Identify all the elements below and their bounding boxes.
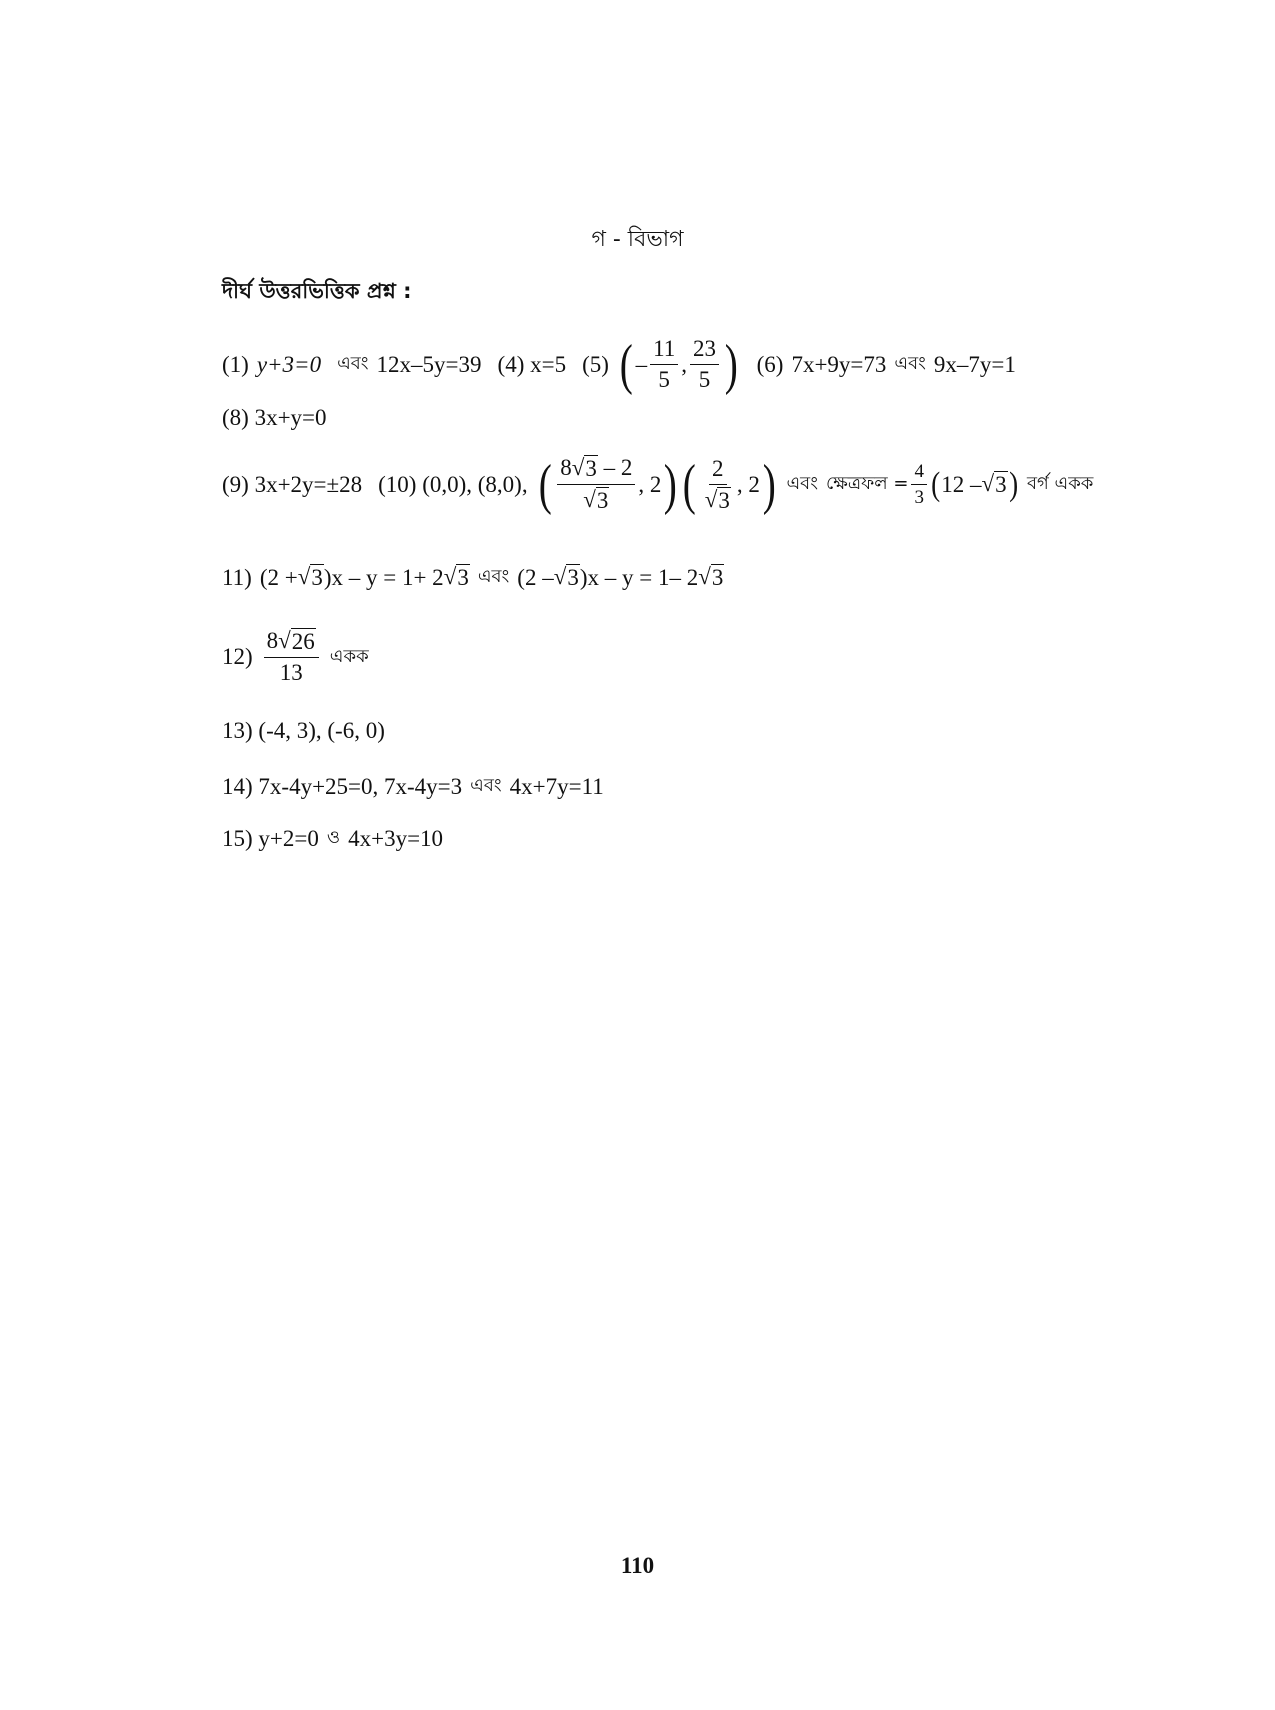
fraction-numerator: 11	[650, 336, 678, 365]
square-root: √ 3	[981, 471, 1007, 498]
answer-9: (9) 3x+2y=±28	[222, 471, 363, 497]
radicand: 3	[596, 488, 609, 514]
fraction-numerator	[264, 628, 319, 658]
o-word: ও	[326, 827, 341, 848]
numerator-tail: – 2	[603, 455, 633, 480]
square-root: √ 3	[571, 455, 597, 481]
answer-line-13: 13) (-4, 3), (-6, 0)	[222, 718, 385, 743]
ebong-word: এবং	[786, 473, 818, 495]
answer-6-eq2: 9x–7y=1	[933, 351, 1016, 377]
right-paren: )	[664, 453, 678, 516]
left-paren: (	[931, 465, 941, 503]
left-paren: (	[682, 453, 696, 516]
answer-1-eq1: y+3=0	[256, 351, 322, 377]
answer-12-number: 12)	[222, 644, 253, 670]
right-paren: )	[762, 453, 776, 516]
square-root: √ 26	[278, 628, 315, 654]
answer-line-12	[222, 628, 369, 687]
eq1-middle: )x – y = 1+ 2	[323, 564, 444, 590]
fraction-denominator: 3	[914, 487, 924, 509]
ebong-word: এবং	[477, 566, 510, 587]
fraction	[690, 336, 719, 394]
fraction-numerator: 23	[690, 336, 719, 365]
sub-title: দীর্ঘ উত্তরভিত্তিক প্রশ্ন :	[222, 279, 412, 303]
fraction	[557, 455, 635, 515]
minus-sign: –	[635, 351, 648, 377]
left-paren: (	[619, 333, 633, 396]
eq2-middle: )x – y = 1– 2	[579, 564, 699, 590]
square-root: √ 3	[553, 563, 579, 590]
fraction	[650, 336, 678, 394]
left-paren: (	[538, 453, 552, 516]
radicand: 26	[291, 629, 315, 654]
radicand: 3	[995, 472, 1007, 498]
radicand: 3	[711, 564, 724, 590]
answer-1-eq2: 12x–5y=39	[376, 351, 482, 377]
eq2-prefix: (2 –	[517, 564, 554, 590]
fraction-numerator: 4	[911, 461, 927, 486]
square-root: √ 3	[698, 563, 724, 590]
comma-two: , 2	[736, 471, 760, 497]
answer-6-number: (6)	[756, 351, 784, 377]
answer-line-1: (1) y+3=0 এবং 12x–5y=39 (4) x=5 (5) ( – $\frac{11}{5}$ , $\frac{23}{5}$ ) (6) 7x+9y=73 এবং 9x–7y=1	[222, 333, 1016, 396]
ebong-word: এবং	[337, 353, 369, 375]
radicand: 3	[311, 564, 323, 590]
answer-5-number: (5)	[582, 351, 609, 377]
eq1-prefix: (2 +	[259, 564, 298, 590]
answer-10-prefix: (10) (0,0), (8,0),	[378, 471, 528, 497]
answer-line-2: (8) 3x+y=0	[222, 405, 327, 430]
fraction	[911, 461, 927, 510]
answer-line-14	[222, 771, 604, 802]
square-root: √ 3	[704, 486, 730, 513]
answer-11-number: 11)	[222, 564, 252, 590]
area-inner: 12 –	[941, 471, 982, 497]
answer-line-3	[222, 455, 1093, 515]
unit-label: একক	[329, 645, 369, 667]
page-number: 110	[620, 1553, 655, 1578]
unit-label: বর্গ একক	[1026, 473, 1094, 495]
radicand: 3	[585, 456, 597, 481]
radicand: 3	[457, 564, 469, 590]
answer-14-part2: 4x+7y=11	[509, 773, 604, 799]
fraction-denominator	[580, 485, 612, 514]
fraction-numerator	[557, 455, 635, 485]
comma-two: , 2	[638, 471, 662, 497]
ebong-word: এবং	[470, 775, 502, 796]
right-paren: )	[1008, 465, 1018, 503]
answer-15-part2: 4x+3y=10	[348, 825, 444, 851]
coefficient: 8	[266, 628, 279, 653]
fraction-denominator: 5	[698, 367, 711, 393]
fraction-numerator: 2	[709, 456, 727, 485]
fraction	[264, 628, 319, 687]
square-root: √ 3	[443, 563, 469, 590]
fraction-denominator	[702, 485, 734, 514]
right-paren: )	[724, 333, 738, 396]
radicand: 3	[567, 564, 579, 590]
radicand: 3	[718, 487, 730, 513]
fraction	[702, 456, 734, 515]
section-title: গ - বিভাগ	[591, 227, 684, 252]
answer-line-15	[222, 823, 443, 854]
area-label: ক্ষেত্রফল =	[825, 473, 909, 495]
fraction-denominator: 5	[658, 367, 670, 393]
square-root: √ 3	[297, 563, 323, 590]
square-root: √ 3	[583, 487, 609, 514]
answer-15-part1: 15) y+2=0	[222, 825, 319, 851]
answer-6-eq1: 7x+9y=73	[791, 351, 887, 377]
answer-line-11	[222, 562, 724, 593]
answer-14-part1: 14) 7x-4y+25=0, 7x-4y=3	[222, 773, 463, 799]
coefficient: 8	[560, 455, 572, 480]
answer-1-number: (1)	[222, 351, 249, 377]
answer-4: (4) x=5	[497, 351, 567, 377]
ebong-word: এবং	[894, 353, 926, 375]
fraction-denominator: 13	[279, 660, 303, 686]
